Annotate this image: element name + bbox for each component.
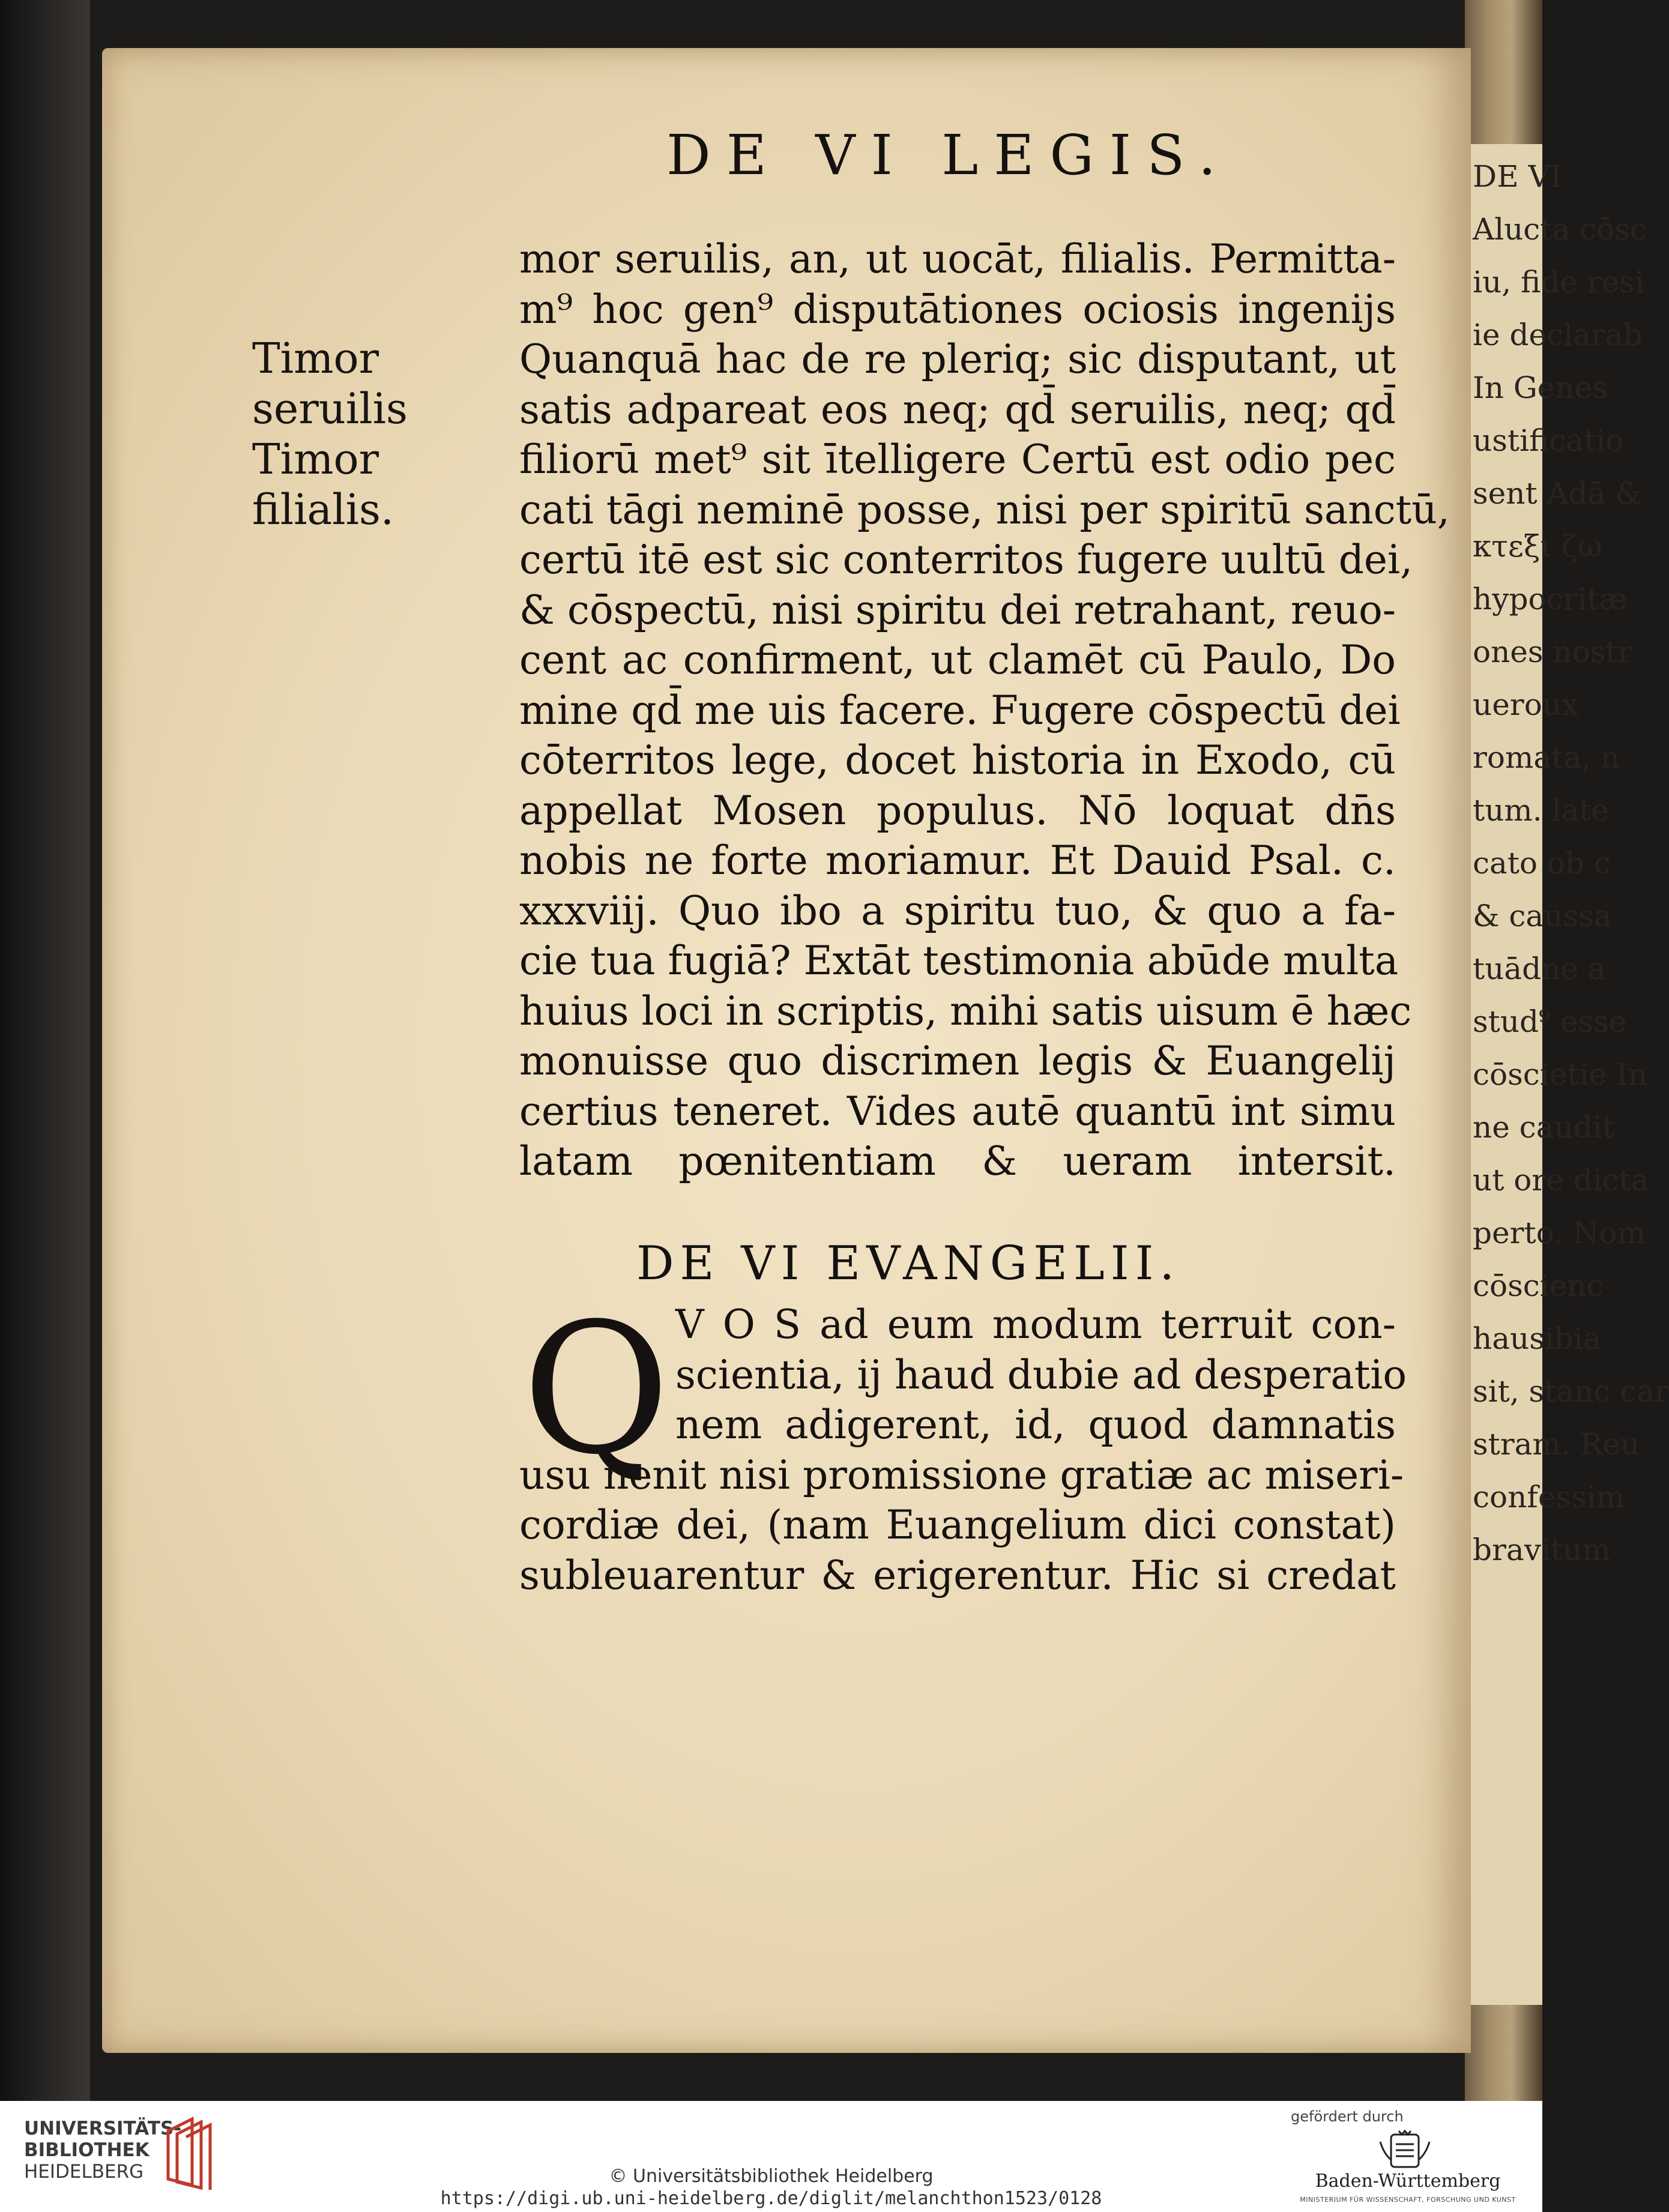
text-line: cent ac confirment, ut clamēt cū Paulo, Do	[519, 637, 1396, 683]
next-page-line: hypocritæ	[1473, 582, 1628, 616]
marginal-notes	[252, 333, 510, 535]
next-page-line: ueroux	[1473, 687, 1579, 722]
text-line: Quanquā hac de re pleriq; sic disputant, ut	[519, 336, 1396, 382]
marginal-note: seruilis	[252, 384, 408, 433]
sponsor-name[interactable]: Baden-Württemberg	[1315, 2171, 1501, 2192]
next-page-line: DE VI	[1473, 159, 1562, 194]
marginal-note: Timor	[252, 334, 379, 383]
next-page-line: stram. Reu	[1473, 1427, 1640, 1462]
text-line: cordiæ dei, (nam Euangelium dici constat)	[519, 1502, 1396, 1548]
next-page-line: tuādne a	[1473, 951, 1606, 986]
running-head: DE VI LEGIS.	[666, 123, 1232, 187]
next-page-line: tum. late	[1473, 793, 1609, 828]
next-page-line: ie declarab	[1473, 318, 1643, 352]
marginal-note: Timor	[252, 435, 379, 484]
next-page-line: confessim	[1473, 1480, 1625, 1514]
text-line: xxxviij. Quo ibo a spiritu tuo, & quo a fa-	[519, 887, 1396, 934]
state-crest-icon	[1378, 2130, 1432, 2172]
text-line: satis adpareat eos neq; qd̄ seruilis, neq; qd̄	[519, 386, 1396, 433]
next-page-line: Alucta cōsc	[1473, 212, 1647, 247]
next-page-line: sent Adā &	[1473, 476, 1642, 511]
text-line: certius teneret. Vides autē quantū int simu	[519, 1088, 1396, 1135]
funded-by-label: gefördert durch	[1291, 2108, 1404, 2125]
sponsor-ministry: MINISTERIUM FÜR WISSENSCHAFT, FORSCHUNG UND KUNST	[1300, 2196, 1516, 2204]
next-page-line: cato ob c	[1473, 846, 1611, 881]
viewer-footer	[0, 2101, 1542, 2212]
text-line: filiorū met⁹ sit ītelligere Certū est odio pec	[519, 436, 1396, 483]
text-line: m⁹ hoc gen⁹ disputātiones ociosis ingenijs	[519, 286, 1396, 333]
next-page-line: ustificatio	[1473, 423, 1624, 458]
next-page-line: cōscietie In	[1473, 1057, 1647, 1092]
evangelii-text	[519, 1285, 1407, 1600]
text-line: cōterritos lege, docet historia in Exodo, cū	[519, 737, 1396, 783]
permalink-url[interactable]: https://digi.ub.uni-heidelberg.de/diglit/melanchthon1523/0128	[440, 2188, 1102, 2209]
text-line: huius loci in scriptis, mihi satis uisum ē hæc	[519, 987, 1412, 1034]
text-line: usu nenit nisi promissione gratiæ ac miseri-	[519, 1451, 1404, 1498]
next-page-line: bravitum	[1473, 1532, 1611, 1567]
marginal-note: filialis.	[252, 485, 394, 534]
library-name-line: HEIDELBERG	[24, 2161, 144, 2183]
copyright-notice: © Universitätsbibliothek Heidelberg	[609, 2166, 934, 2187]
body-text	[519, 234, 1450, 1187]
text-line: scientia, ij haud dubie ad desperatio	[675, 1351, 1407, 1398]
next-page-line: ones nostr	[1473, 634, 1632, 669]
next-page-line: iu, fide resi	[1473, 265, 1644, 300]
next-page-line: ne caudit	[1473, 1110, 1614, 1145]
next-page-line: ut ore dicta	[1473, 1163, 1649, 1198]
text-line: V O S ad eum modum terruit con-	[675, 1301, 1396, 1348]
text-line: certū itē est sic conterritos fugere uultū dei,	[519, 537, 1413, 583]
section-heading: DE VI EVANGELII.	[636, 1237, 1181, 1291]
next-page-line: romata, n	[1473, 740, 1620, 775]
next-page-text	[1473, 150, 1669, 1576]
text-line: cati tāgi neminē posse, nisi per spiritū sanctū,	[519, 486, 1450, 533]
library-name-line: BIBLIOTHEK	[24, 2139, 149, 2161]
next-page-line: In Genes	[1473, 370, 1608, 405]
text-line: mine qd̄ me uis facere. Fugere cōspectū dei	[519, 687, 1401, 734]
text-line: mor seruilis, an, ut uocāt, filialis. Permitta-	[519, 236, 1396, 282]
book-cover-left-edge	[0, 0, 90, 2101]
text-line: monuisse quo discrimen legis & Euangelij	[519, 1038, 1396, 1084]
next-page-line: & caussa	[1473, 899, 1612, 933]
next-page-line: hausibia	[1473, 1321, 1601, 1356]
text-line: & cōspectū, nisi spiritu dei retrahant, reuo-	[519, 586, 1396, 633]
next-page-line: cōscienc	[1473, 1268, 1604, 1303]
next-page-fragment	[1468, 144, 1669, 2005]
next-page-line: sit, stanc car	[1473, 1374, 1669, 1409]
next-page-line: κτεξι ζω	[1473, 529, 1602, 564]
drop-cap-initial: Q	[522, 1285, 670, 1494]
text-line: cie tua fugiā? Extāt testimonia abūde multa	[519, 938, 1399, 984]
text-line: latam pœnitentiam & ueram intersit.	[519, 1138, 1396, 1184]
next-page-line: perto. Nom	[1473, 1216, 1646, 1250]
text-line: nem adigerent, id, quod damnatis	[675, 1402, 1396, 1448]
text-line: appellat Mosen populus. Nō loquat dn̄s	[519, 787, 1396, 834]
text-line: subleuarentur & erigerentur. Hic si credat	[519, 1552, 1396, 1599]
library-name-line: UNIVERSITÄTS-	[24, 2118, 182, 2139]
next-page-line: stud⁹ esse	[1473, 1004, 1627, 1039]
text-line: nobis ne forte moriamur. Et Dauid Psal. c.	[519, 837, 1396, 884]
